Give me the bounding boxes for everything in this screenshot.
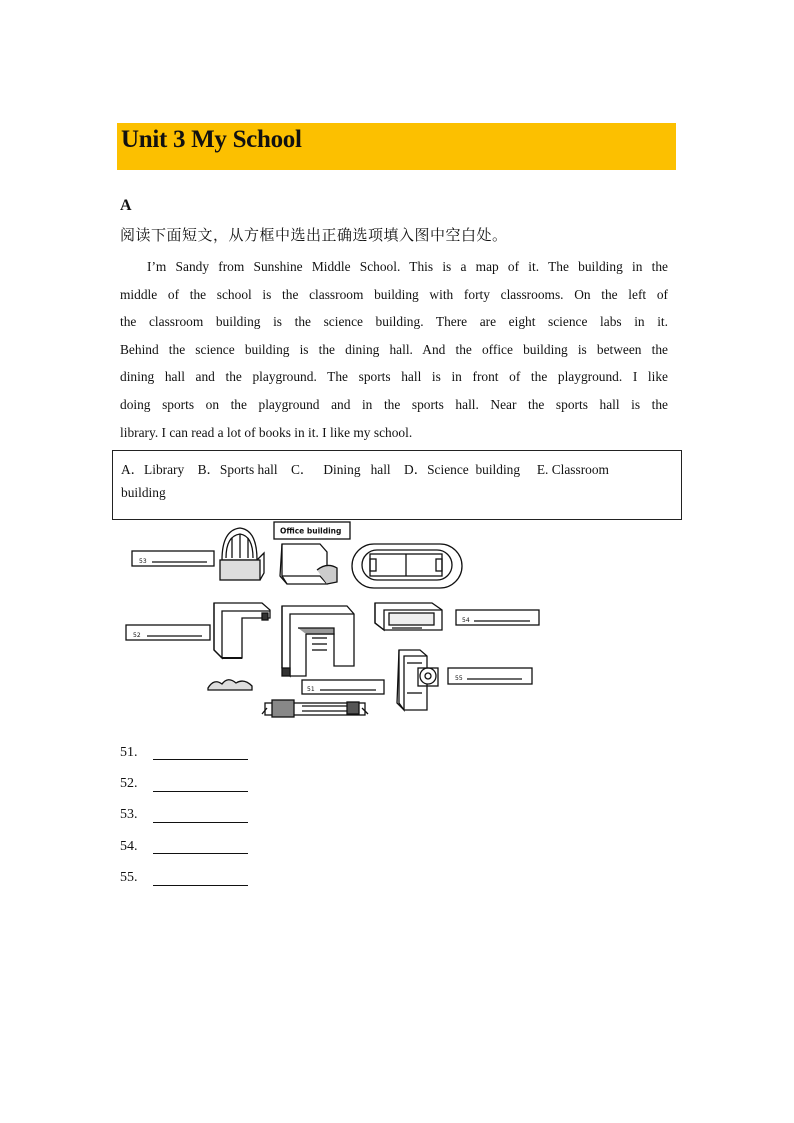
svg-text:54: 54	[462, 617, 470, 624]
answer-row	[120, 737, 248, 768]
passage-line: doing sports on the playground and in the sports hall. Near the sports hall is the	[120, 396, 668, 412]
answer-number: 55.	[120, 870, 138, 886]
answer-row	[120, 863, 248, 894]
answer-list	[120, 737, 248, 894]
map-tag-53	[132, 551, 214, 566]
playground	[352, 544, 462, 588]
title-bar	[117, 123, 676, 170]
answer-blank[interactable]	[153, 871, 248, 886]
map-tag-51	[302, 680, 384, 694]
reading-passage	[120, 253, 668, 446]
instruction-text: 阅读下面短文，从方框中选出正确选项填入图中空白处。	[120, 226, 508, 244]
answer-blank[interactable]	[153, 777, 248, 792]
office-label-text: Office building	[280, 526, 342, 536]
science-building	[214, 603, 270, 658]
answer-blank[interactable]	[153, 808, 248, 823]
choice-box	[112, 450, 682, 520]
answer-number: 54.	[120, 838, 138, 854]
answer-number: 52.	[120, 776, 138, 792]
answer-blank[interactable]	[153, 839, 248, 854]
answer-number: 53.	[120, 807, 138, 823]
tag-number: 53	[139, 558, 147, 565]
school-gate	[262, 700, 368, 717]
svg-text:51: 51	[307, 686, 315, 693]
map-tag-52	[126, 625, 210, 640]
choice-line: building	[121, 485, 166, 500]
answer-blank[interactable]	[153, 745, 248, 760]
passage-line: middle of the school is the classroom building with forty classrooms. On the left of	[120, 286, 668, 302]
map-tag-55	[448, 668, 532, 684]
section-label: A	[120, 197, 132, 214]
sports-hall-building	[375, 603, 442, 630]
passage-line: library. I can read a lot of books in it. I like my school.	[120, 424, 413, 440]
map-tag-54	[456, 610, 539, 625]
choice-line: A．Library B．Sports hall C． Dining hall D．Science building E. Classroom	[121, 462, 609, 477]
passage-line: I’m Sandy from Sunshine Middle School. This is a map of it. The building in the	[147, 259, 668, 274]
passage-line: the classroom building is the science building. There are eight science labs in it.	[120, 314, 668, 330]
answer-row	[120, 800, 248, 831]
library-building	[220, 528, 264, 580]
passage-line: Behind the science building is the dining hall. And the office building is between the	[120, 341, 668, 357]
svg-text:52: 52	[133, 632, 141, 639]
answer-row	[120, 768, 248, 799]
office-building	[280, 544, 337, 584]
answer-row	[120, 831, 248, 862]
classroom-building	[282, 606, 354, 676]
school-map	[122, 518, 547, 726]
passage-line: dining hall and the playground. The sports hall is in front of the playground. I like	[120, 369, 668, 385]
page-title: Unit 3 My School	[121, 126, 302, 153]
svg-text:55: 55	[455, 675, 463, 682]
dining-hall-building	[397, 650, 438, 710]
office-building-label	[274, 522, 350, 539]
bushes	[208, 680, 252, 690]
answer-number: 51.	[120, 744, 138, 760]
